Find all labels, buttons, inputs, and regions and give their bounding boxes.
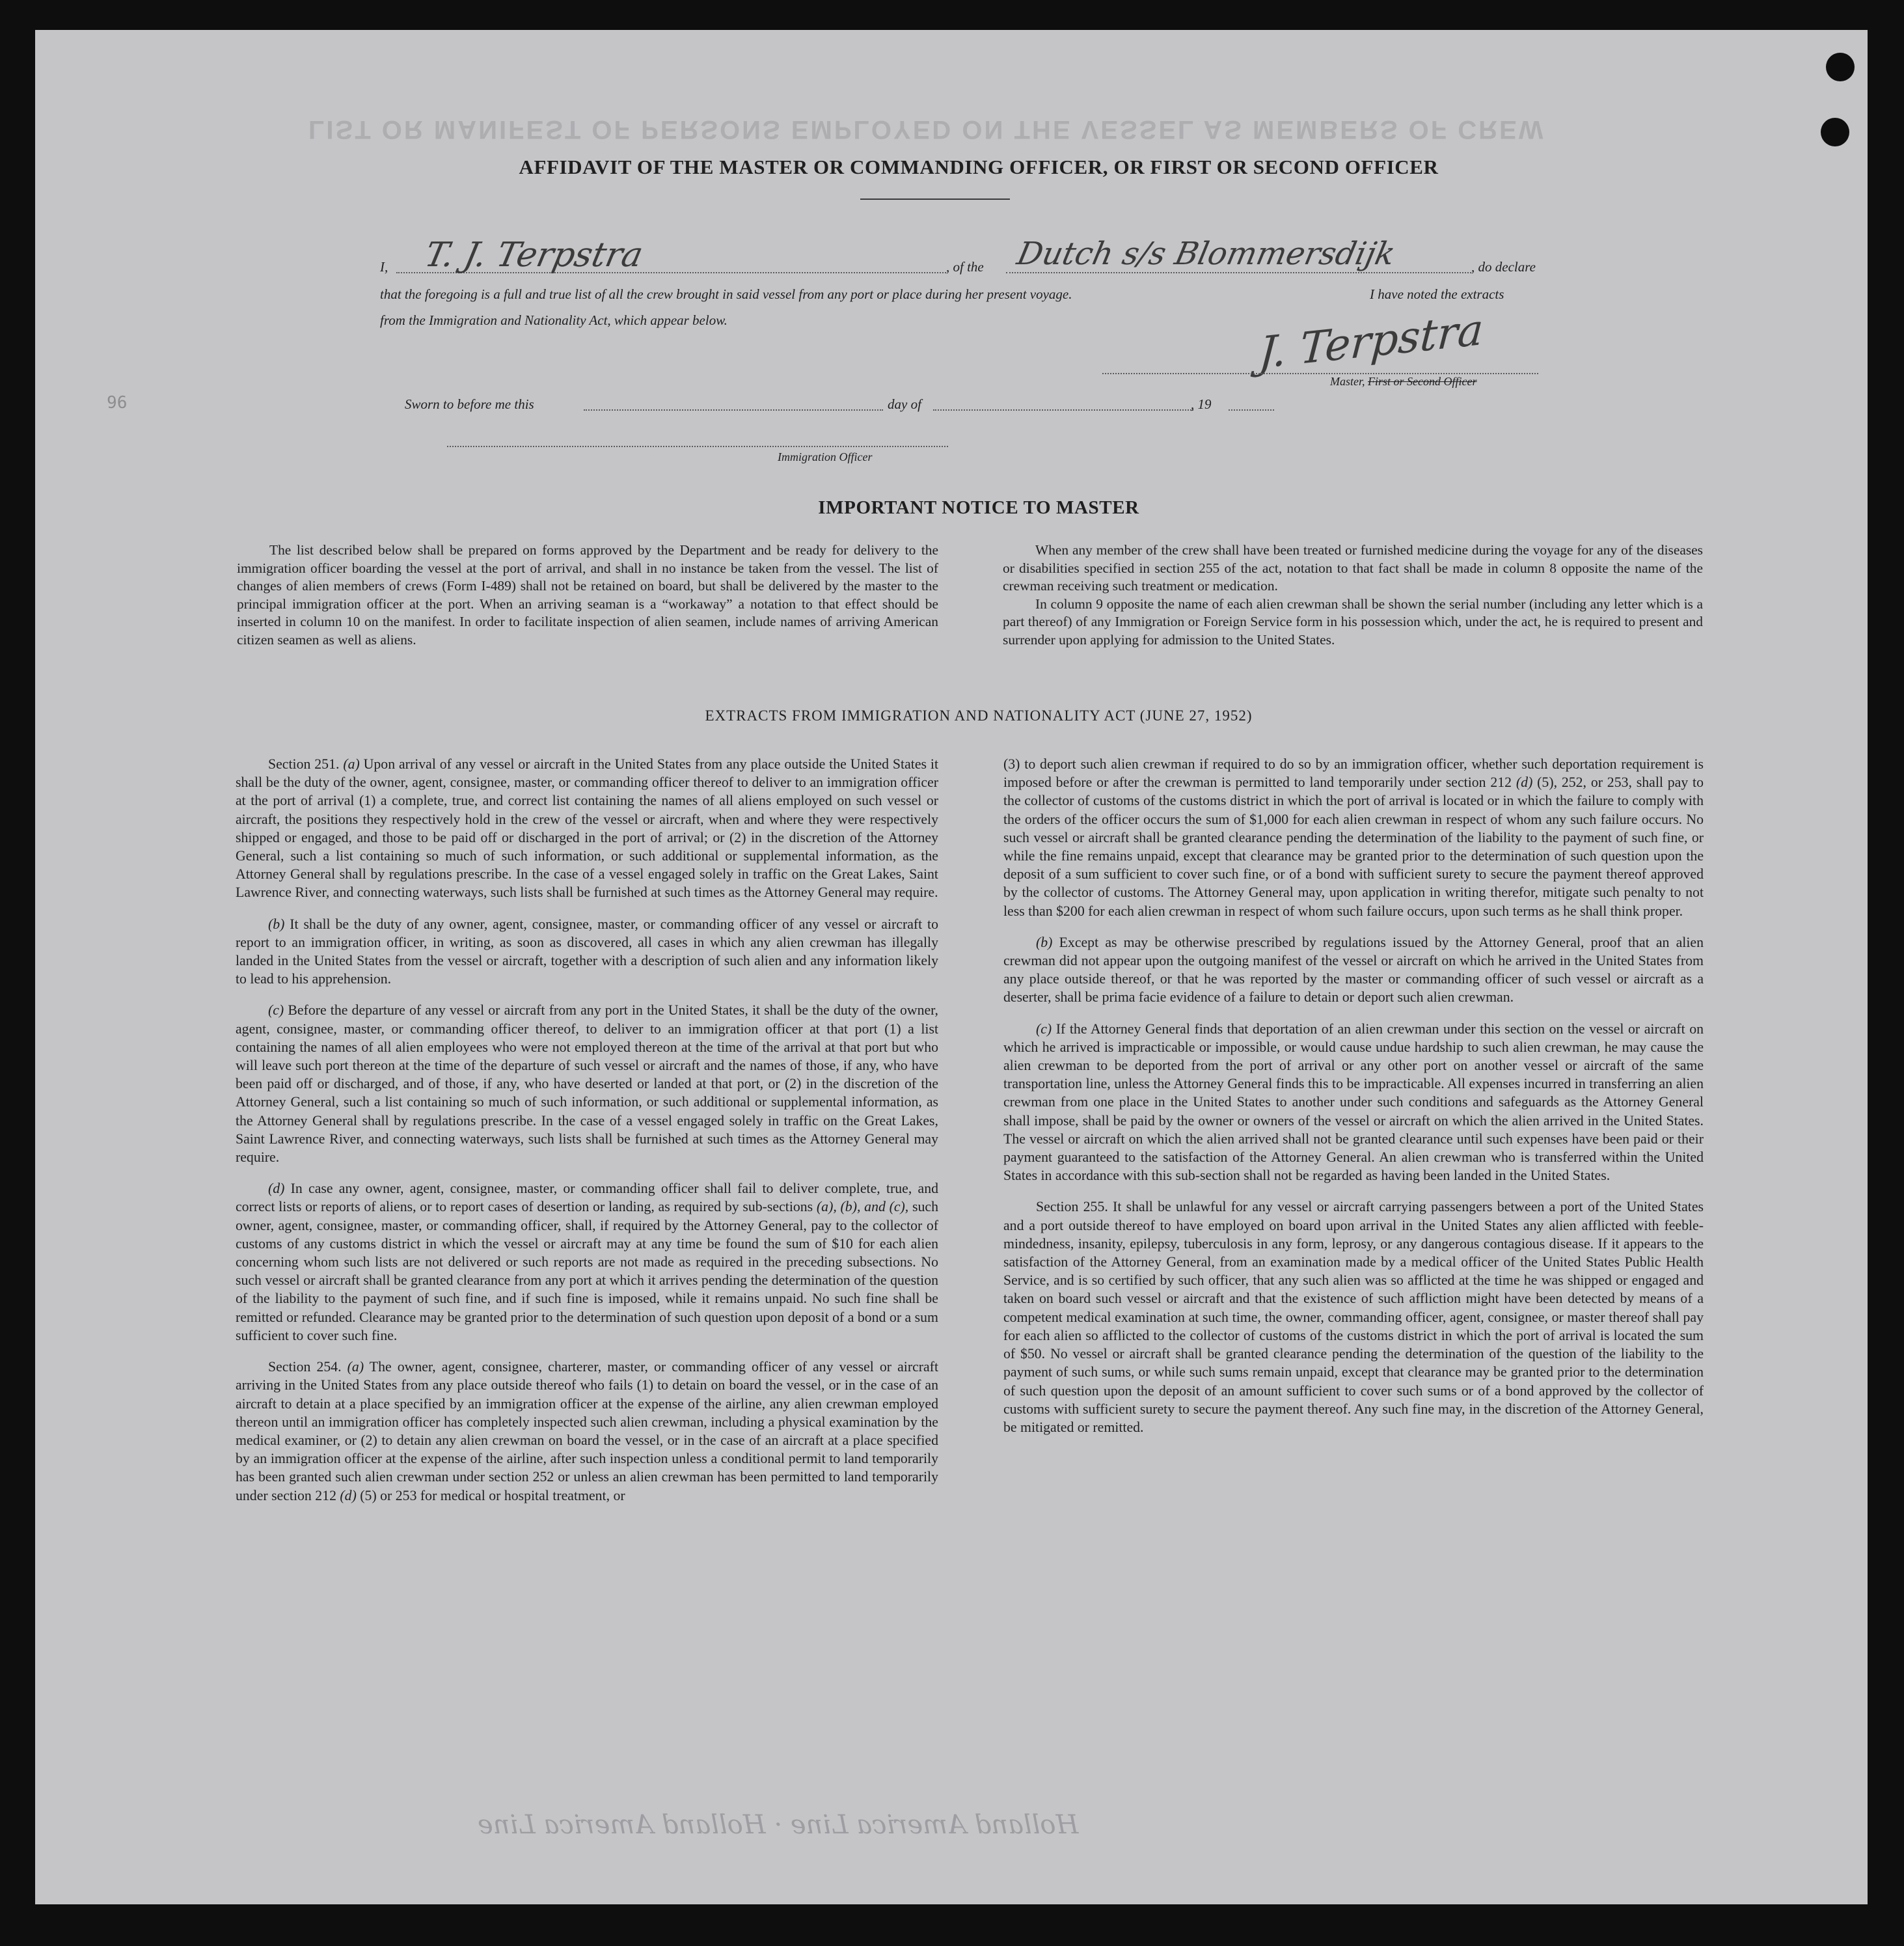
year-line (1229, 409, 1274, 411)
vessel-line (1006, 272, 1471, 273)
notice-left-paragraph: The list described below shall be prepared on forms approved by the Department and be ready for delivery to the immigration officer boarding the vessel at the port of arrival, and shall in no instance be taken from the vessel. The list of changes of alien members of crews (Form I-489) shall not be retained on board, but shall be delivered by the master to the principal immigration officer at the port. When an arriving seaman is a “workaway” a notation to that effect should be inserted in column 10 on the manifest. In order to facilitate inspection of alien seamen, include names of arriving American citizen seamen as well as aliens. (237, 542, 938, 648)
extracts-title: EXTRACTS FROM IMMIGRATION AND NATIONALITY ACT (JUNE 27, 1952) (705, 707, 1253, 724)
declarant-prefix: I, (380, 259, 388, 275)
affidavit-title: AFFIDAVIT OF THE MASTER OR COMMANDING OFFICER, OR FIRST OR SECOND OFFICER (519, 156, 1439, 178)
caption-struck-officers: First or Second Officer (1368, 375, 1477, 388)
declaration-line-2a: that the foregoing is a full and true list of all the crew brought in said vessel from any port or place during her present voyage. (380, 286, 1072, 302)
year-label: , 19 (1191, 396, 1212, 412)
section-254a: Section 254. (a) The owner, agent, consignee, charterer, master, or commanding officer of any vessel or aircraft arriving in the United States from any place outside thereof who fails (1) to detain on board the vessel, or in the case of an aircraft to detain at a place specified by an immigration officer at the expense of the airline, any alien crewman employed thereon until an immigration officer has completely inspected such alien crewman, including a physical examination by the medical examiner, or (2) to detain any alien crewman on board the vessel, or in the case of an aircraft at a place specified by an immigration officer at the expense of the airline, after such inspection unless a conditional permit to land temporarily has been granted such alien crewman under section 252 or unless an alien crewman has been permitted to land temporarily under section 212 (d) (5) or 253 for medical or hospital treatment, or (236, 1359, 938, 1503)
declarant-name-handwriting: T. J. Terpstra (421, 236, 647, 275)
sworn-label: Sworn to before me this (405, 396, 534, 412)
declaration-line-2b: I have noted the extracts (1370, 286, 1504, 302)
do-declare-label: , do declare (1471, 259, 1536, 275)
section-254a-continued: (3) to deport such alien crewman if required to do so by an immigration officer, whether such deportation requirement is imposed before or after the crewman is permitted to land temporarily under section 212 (d) (5), 252, or 253, shall pay to the collector of customs of the customs district in which the port of arrival is located or in which the failure to comply with the orders of the officer occurs the sum of $1,000 for each alien crewman in respect of whom any such failure occurs. No such vessel or aircraft shall be granted clearance pending the determination of the liability to the payment of such fine, or while the fine remains unpaid, except that clearance may be granted prior to the determination of such question upon the deposit of a sum sufficient to cover such fine, or of a bond with sufficient surety to secure the payment thereof approved by the collector of customs. The Attorney General may, upon application in writing therefor, mitigate such penalty to not less than $200 for each alien crewman in respect of whom such failure occurs, upon such terms as he shall think proper. (1003, 756, 1704, 919)
of-the-label: , of the (946, 259, 984, 275)
section-251b: (b) It shall be the duty of any owner, agent, consignee, master, or commanding officer of any vessel or aircraft to report to an immigration officer, in writing, as soon as discovered, all cases in which any alien crewman has illegally landed in the United States from the vessel or aircraft, together with a description of such alien and any information likely to lead to his apprehension. (236, 916, 938, 987)
notice-title: IMPORTANT NOTICE TO MASTER (818, 497, 1139, 518)
notice-left-column (237, 541, 938, 650)
bleed-through-header: LIST OR MANIFEST OF PERSONS EMPLOYED ON THE VESSEL AS MEMBERS OF CREW (308, 115, 1545, 144)
section-254c: (c) If the Attorney General finds that deportation of an alien crewman under this section on the vessel or aircraft on which he arrived is impracticable or impossible, or would cause undue hardship to such alien crewman, he may cause the alien crewman to be deported from the port of arrival or any other port on another vessel or aircraft of the same transportation line, unless the Attorney General finds this to be impracticable. All expenses incurred in transferring an alien crewman from one place in the United States to another under such conditions and safeguards as the Attorney General shall impose, shall be paid by the owner or owners of the vessel or aircraft on which the alien arrived in the United States. The vessel or aircraft on which the alien arrived shall not be granted clearance until such expenses have been paid or their payment guaranteed to the satisfaction of the Attorney General. An alien crewman who is transferred within the United States in accordance with this sub-section shall not be regarded as having been landed in the United States. (1003, 1021, 1704, 1184)
margin-page-number: 96 (107, 391, 128, 411)
title-divider (860, 199, 1010, 200)
month-line (933, 409, 1193, 411)
vessel-name-handwriting: Dutch s/s Blommersdijk (1014, 236, 1398, 272)
punch-hole-top (1826, 53, 1855, 81)
notice-right-column (1003, 541, 1703, 650)
immigration-officer-line (447, 446, 948, 447)
notice-right-paragraph-1: When any member of the crew shall have been treated or furnished medicine during the voyage for any of the diseases or disabilities specified in section 255 of the act, notation to that fact shall be made in column 8 opposite the name of the crewman receiving such treatment or medication. (1003, 542, 1703, 594)
section-255: Section 255. It shall be unlawful for any vessel or aircraft carrying passengers between a port of the United States and a port outside thereof to have employed on board upon arrival in the United States any alien afflicted with feeble-mindedness, insanity, epilepsy, tuberculosis in any form, leprosy, or any dangerous contagious disease. If it appears to the satisfaction of the Attorney General, from an examination made by a medical officer of the United States Public Health Service, and is so certified by such officer, that any such alien was so afflicted at the time he was shipped or engaged and taken on board such vessel or aircraft and that the existence of such affliction might have been detected by means of a competent medical examination at such time, the owner, commanding officer, agent, consignee, or master thereof shall pay for each alien so afflicted to the collector of customs of the customs district in which the port of arrival is located the sum of $50. No vessel or aircraft shall be granted clearance pending the determination of the question of the liability to the payment of such sums, or while such sums remain unpaid, except that clearance may be granted prior to the determination of such question upon the deposit of an amount sufficient to cover such sums or of a bond approved by the collector of customs with sufficient surety to secure the payment thereof. Any such fine may, in the discretion of the Attorney General, be mitigated or remitted. (1003, 1199, 1704, 1435)
notice-right-paragraph-2: In column 9 opposite the name of each alien crewman shall be shown the serial number (including any letter which is a part thereof) of any Immigration or Foreign Service form in his possession which, under the act, he is required to present and surrender upon applying for admission to the United States. (1003, 596, 1703, 648)
section-254b: (b) Except as may be otherwise prescribed by regulations issued by the Attorney General, proof that an alien crewman did not appear upon the outgoing manifest of the vessel or aircraft on which he arrived in the United States from any place outside thereof, or that he was reported by the master or commanding officer of such vessel or aircraft as a deserter, shall be prima facie evidence of a failure to detain or deport such alien crewman. (1003, 934, 1704, 1006)
sworn-date-line (584, 409, 883, 411)
bleed-through-handwriting: Holland America Line · Holland America Line (478, 1810, 1079, 1840)
document-sheet (35, 30, 1868, 1904)
day-of-label: day of (888, 396, 921, 412)
immigration-officer-caption: Immigration Officer (778, 450, 873, 463)
caption-master: Master, (1330, 375, 1368, 388)
extracts-right-column (1003, 755, 1704, 1436)
extracts-left-column (236, 755, 938, 1505)
signature-line (1102, 373, 1538, 374)
master-signature: J. Terpstra (1257, 304, 1486, 379)
declaration-line-3: from the Immigration and Nationality Act, which appear below. (380, 312, 728, 328)
section-251d: (d) In case any owner, agent, consignee, master, or commanding officer shall fail to deliver complete, true, and correct lists or reports of aliens, or to report cases of desertion or landing, as required by sub-sections (a), (b), and (c), such owner, agent, consignee, master, or commanding officer, shall, if required by the Attorney General, pay to the collector of customs of any customs district in which the vessel or aircraft may at any time be found the sum of $10 for each alien concerning whom such lists are not delivered or such reports are not made as required in the preceding subsections. No such vessel or aircraft shall be granted clearance from any port at which it arrives pending the determination of the question of the liability to the payment of such fine, and if such fine is imposed, while it remains unpaid. No such fine shall be remitted or refunded. Clearance may be granted prior to the determination of such question upon deposit of a bond or a sum sufficient to cover such fine. (236, 1181, 938, 1343)
punch-hole-bottom (1821, 118, 1849, 146)
section-251a: Section 251. (a) Upon arrival of any vessel or aircraft in the United States from any place outside the United States it shall be the duty of the owner, agent, consignee, master, or commanding officer thereof to deliver to an immigration officer at the port of arrival (1) a complete, true, and correct list containing the names of all aliens employed on such vessel or aircraft, the positions they respectively hold in the crew of the vessel or aircraft, when and where they were respectively shipped or engaged, and those to be paid off or discharged in the port of arrival; or (2) in the discretion of the Attorney General, such a list containing so much of such information, or such additional or supplemental information, as the Attorney General shall by regulations prescribe. In the case of a vessel engaged solely in traffic on the Great Lakes, Saint Lawrence River, and connecting waterways, such lists shall be furnished at such times as the Attorney General may require. (236, 756, 939, 901)
signature-caption (1330, 375, 1476, 389)
section-251c: (c) Before the departure of any vessel or aircraft from any port in the United States, it shall be the duty of the owner, agent, consignee, master, or commanding officer thereof, to deliver to an immigration officer at that port (1) a list containing the names of all alien employees who were not employed thereon at the time of the arrival at that port but who will leave such port thereon at the time of the departure of such vessel or aircraft and the names of those, if any, who have been paid off or discharged, and of those, if any, who have deserted or landed at that port, or (2) in the discretion of the Attorney General, such a list containing so much of such information, or such additional or supplemental information, as the Attorney General shall by regulations prescribe. In the case of a vessel engaged solely in traffic on the Great Lakes, Saint Lawrence River, and connecting waterways, such lists shall be furnished at such times as the Attorney General may require. (236, 1002, 938, 1166)
